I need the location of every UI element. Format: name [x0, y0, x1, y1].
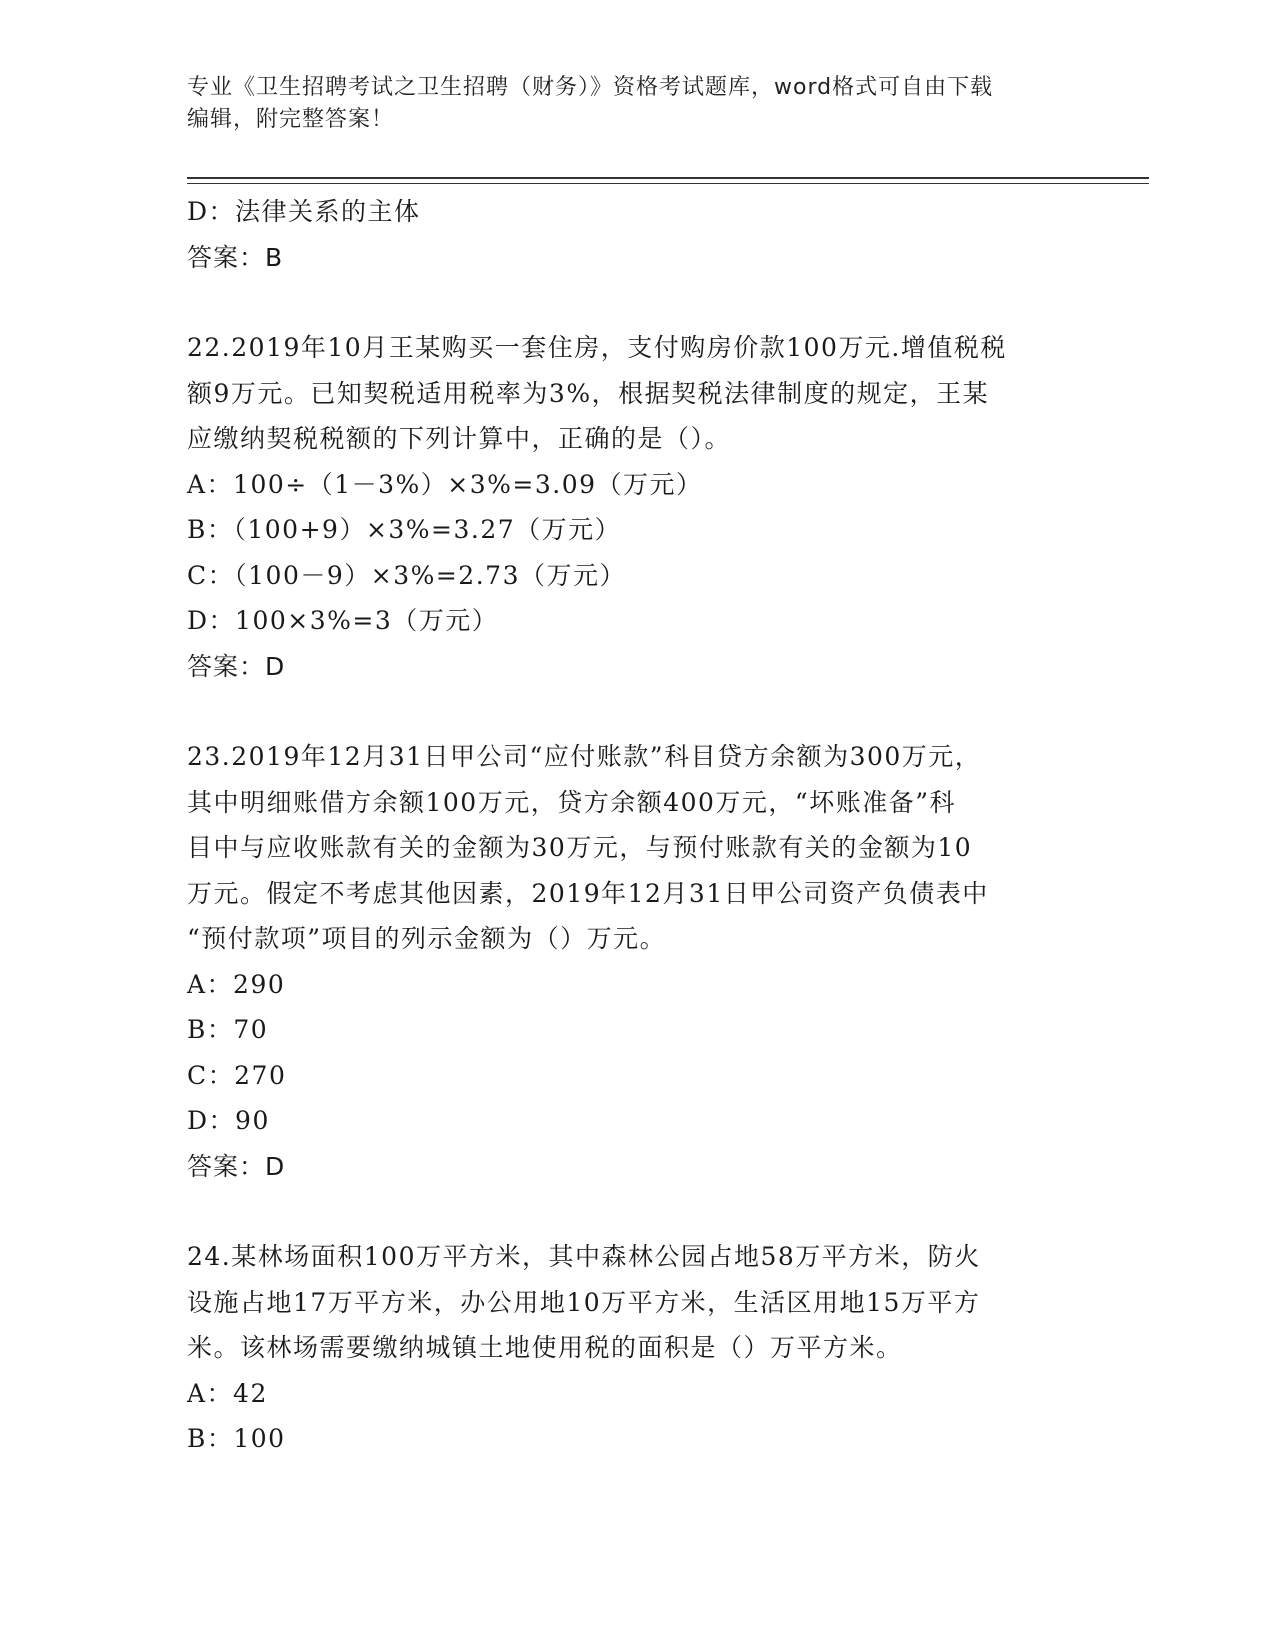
- question-22-text-line: 额9万元。已知契税适用税率为3%，根据契税法律制度的规定，王某: [187, 378, 990, 408]
- header-line-2: 编辑，附完整答案！: [187, 107, 395, 132]
- question-23-text-line: 目中与应收账款有关的金额为30万元，与预付账款有关的金额为10: [187, 833, 973, 862]
- question-23-text-line: 23.2019年12月31日甲公司“应付账款”科目贷方余额为300万元，: [187, 742, 982, 771]
- question-24-text-line: 24.某林场面积100万平方米，其中森林公园占地58万平方米，防火: [187, 1242, 981, 1271]
- question-23-option-a: A：290: [187, 969, 286, 999]
- document-header: [187, 72, 1087, 136]
- question-24-option-a: A：42: [187, 1378, 268, 1408]
- question-22-text-line: 22.2019年10月王某购买一套住房，支付购房价款100万元.增值税税: [187, 333, 1007, 362]
- question-22-answer: 答案：D: [187, 651, 286, 681]
- question-24-text-line: 设施占地17万平方米，办公用地10万平方米，生活区用地15万平方: [187, 1287, 981, 1317]
- header-line-1: 专业《卫生招聘考试之卫生招聘（财务）》资格考试题库，word格式可自由下载: [187, 75, 994, 100]
- spacer: [187, 689, 1087, 734]
- header-divider-thick: [187, 177, 1149, 179]
- question-24: [187, 1234, 1087, 1462]
- question-23-text-line: 万元。假定不考虑其他因素，2019年12月31日甲公司资产负债表中: [187, 878, 989, 908]
- prev-option-d: D：法律关系的主体: [187, 197, 421, 226]
- question-22-option-c: C：（100－9）×3%=2.73（万元）: [187, 560, 626, 590]
- spacer: [187, 280, 1087, 325]
- question-23-option-d: D：90: [187, 1106, 270, 1135]
- question-23-option-c: C：270: [187, 1060, 287, 1090]
- spacer: [187, 1189, 1087, 1234]
- question-23-text-line: 其中明细账借方余额100万元，贷方余额400万元，“坏账准备”科: [187, 787, 956, 817]
- question-23-text-line: “预付款项”项目的列示金额为（）万元。: [187, 924, 667, 953]
- question-24-text-line: 米。该林场需要缴纳城镇土地使用税的面积是（）万平方米。: [187, 1333, 903, 1362]
- question-24-option-b: B：100: [187, 1424, 286, 1453]
- question-22: [187, 325, 1087, 689]
- question-23-answer: 答案：D: [187, 1151, 286, 1181]
- question-22-text-line: 应缴纳契税税额的下列计算中，正确的是（）。: [187, 424, 732, 453]
- document-body: [187, 189, 1087, 1462]
- question-22-option-b: B：（100+9）×3%=3.27（万元）: [187, 515, 622, 544]
- prev-answer: 答案：B: [187, 242, 284, 272]
- header-divider-thin: [187, 183, 1149, 184]
- question-22-option-a: A：100÷（1－3%）×3%=3.09（万元）: [187, 469, 703, 499]
- question-23-option-b: B：70: [187, 1015, 269, 1044]
- question-23: [187, 734, 1087, 1189]
- question-22-option-d: D：100×3%=3（万元）: [187, 606, 499, 635]
